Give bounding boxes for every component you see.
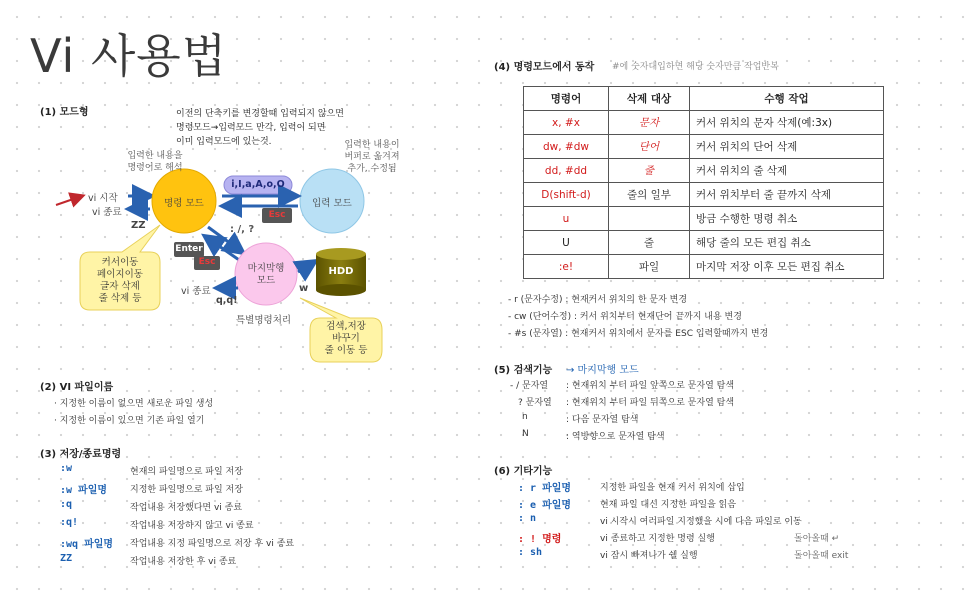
section4-heading-note: #에 숫자대입하면 해당 숫자만큼 작업반복 <box>612 62 779 72</box>
qq-label: q,q! <box>216 295 238 306</box>
table-row <box>524 183 884 207</box>
search-key: / 문자열 <box>516 381 549 391</box>
table-header-cell: 명령어 <box>524 87 609 111</box>
edit-note: - cw (단어수정) : 커서 위치부터 현재단어 끝까지 내용 변경 <box>508 312 742 322</box>
command-caption <box>111 150 199 174</box>
edit-note-key: cw (단어수정) <box>514 312 572 322</box>
bubble-right-line: 바꾸기 <box>332 333 360 344</box>
table-cell-target <box>609 207 690 231</box>
search-row <box>518 395 552 408</box>
misc-desc: 지정한 파일을 현재 커서 위치에 삽입 <box>600 483 745 493</box>
edit-note-desc: 현재커서 위치에서 문자를 ESC 입력할때까지 변경 <box>571 329 769 339</box>
enter-label: Enter <box>175 244 203 254</box>
esc-label-1: Esc <box>268 210 286 220</box>
table-cell-cmd: :e! <box>524 255 609 279</box>
search-desc: : 역방향으로 문자열 탐색 <box>566 432 665 442</box>
misc-key: : e 파일명 <box>518 500 572 511</box>
mode-note-line: 이전의 단축키를 변경할때 입력되지 않으면 <box>176 109 344 119</box>
search-desc-text: 다음 문자열 탐색 <box>571 415 639 425</box>
special-label: 특별명령처리 <box>236 315 292 326</box>
misc-key: : ! 명령 <box>518 534 562 545</box>
section6-heading: (6) 기타기능 <box>494 466 553 477</box>
table-cell-cmd: x, #x <box>524 111 609 135</box>
command-mode-label: 명령 모드 <box>164 198 204 209</box>
lastline-mode-label <box>236 263 296 287</box>
table-cell-cmd: u <box>524 207 609 231</box>
esc-label-2: Esc <box>198 257 216 267</box>
insert-keys-label: i,I,a,A,o,O <box>231 179 285 190</box>
bubble-left-line: 페이지이동 <box>97 269 143 280</box>
search-row: - / 문자열 <box>510 381 549 391</box>
search-desc-text: 현재위치 부터 파일 뒤쪽으로 문자열 탐색 <box>571 398 735 408</box>
page-title: Vi 사용법 <box>30 29 228 83</box>
vi-end-label: vi 종료 <box>92 207 122 218</box>
mode-note-line: 이미 입력모드에 있는것. <box>176 137 272 147</box>
table-cell-action: 커서 위치부터 줄 끝까지 삭제 <box>690 183 884 207</box>
misc-key: : sh <box>518 547 543 558</box>
save-desc: 작업내용 저장한 후 vi 종료 <box>130 557 237 567</box>
table-cell-target: 문자 <box>609 111 690 135</box>
section2-item: · 지정한 이름이 없으면 새로운 파일 생성 <box>54 399 214 409</box>
save-cmd: ZZ <box>60 553 73 564</box>
table-cell-action: 커서 위치의 단어 삭제 <box>690 135 884 159</box>
table-cell-action: 마지막 저장 이후 모든 편집 취소 <box>690 255 884 279</box>
save-cmd: :q <box>60 499 73 510</box>
table-cell-cmd: dw, #dw <box>524 135 609 159</box>
misc-desc: vi 잠시 빠져나가 쉘 실행 <box>600 551 698 561</box>
save-desc: 작업내용 지정 파일명으로 저장 후 vi 종료 <box>130 539 295 549</box>
insert-mode-label: 입력 모드 <box>312 198 352 209</box>
command-table <box>523 86 884 279</box>
start-arrow <box>56 196 82 205</box>
section5-arrow-label: → 마지막행 모드 <box>566 365 639 376</box>
w-label: w <box>299 283 309 294</box>
section2-item-text: 지정한 이름이 없으면 새로운 파일 생성 <box>59 399 214 409</box>
bubble-left-text <box>80 257 160 305</box>
bubble-right-line: 줄 이동 등 <box>324 345 368 356</box>
edit-note: - #s (문자열) : 현재커서 위치에서 문자를 ESC 입력할때까지 변경 <box>508 329 769 339</box>
table-row <box>524 159 884 183</box>
table-cell-target: 줄의 일부 <box>609 183 690 207</box>
table-cell-target: 파일 <box>609 255 690 279</box>
table-header-row <box>524 87 884 111</box>
table-row <box>524 255 884 279</box>
search-desc: : 다음 문자열 탐색 <box>566 415 639 425</box>
search-row <box>522 412 528 422</box>
table-cell-cmd: U <box>524 231 609 255</box>
command-caption-line: 명령어로 해석 <box>127 163 183 173</box>
save-desc: 작업내용 저장하지 않고 vi 종료 <box>130 521 254 531</box>
colon-keys-label: : /, ? <box>230 224 255 235</box>
table-header-cell: 삭제 대상 <box>609 87 690 111</box>
section2-heading: (2) VI 파일이름 <box>40 382 114 393</box>
misc-desc: vi 시작시 여러파일 지정했을 시에 다음 파일로 이동 <box>600 517 802 527</box>
save-cmd: :w <box>60 463 73 474</box>
save-cmd: :w 파일명 <box>60 485 108 496</box>
insert-caption-line: 입력한 내용이 <box>344 140 400 150</box>
lastline-mode-line: 모드 <box>256 275 276 286</box>
section3-heading: (3) 저장/종료명령 <box>40 449 122 460</box>
vi-start-label: vi 시작 <box>88 193 118 204</box>
table-cell-action: 커서 위치의 문자 삭제(예:3x) <box>690 111 884 135</box>
bubble-left-line: 글자 삭제 <box>100 281 140 292</box>
table-row <box>524 135 884 159</box>
misc-extra: 돌아올때 ↵ <box>794 534 840 544</box>
hdd-label: HDD <box>328 266 354 277</box>
search-key: n <box>522 412 528 422</box>
section1-heading: (1) 모드형 <box>40 107 89 118</box>
table-row <box>524 111 884 135</box>
search-desc: : 현재위치 부터 파일 앞쪽으로 문자열 탐색 <box>566 381 735 391</box>
search-desc: : 현재위치 부터 파일 뒤쪽으로 문자열 탐색 <box>566 398 735 408</box>
edit-note-desc: 현재커서 위치의 한 문자 변경 <box>571 295 688 305</box>
save-cmd: :q! <box>60 517 79 528</box>
misc-key: : r 파일명 <box>518 483 572 494</box>
table-cell-target: 단어 <box>609 135 690 159</box>
table-cell-action: 해당 줄의 모든 편집 취소 <box>690 231 884 255</box>
search-desc-text: 현재위치 부터 파일 앞쪽으로 문자열 탐색 <box>571 381 735 391</box>
section2-item: · 지정한 이름이 있으면 기존 파일 열기 <box>54 416 205 426</box>
save-desc: 현재의 파일명으로 파일 저장 <box>130 467 243 477</box>
search-key: ? 문자열 <box>518 398 552 408</box>
save-desc: 작업내용 저장했다면 vi 종료 <box>130 503 243 513</box>
zz-label: ZZ <box>131 220 146 231</box>
table-cell-action: 커서 위치의 줄 삭제 <box>690 159 884 183</box>
section5-heading: (5) 검색기능 <box>494 365 553 376</box>
table-cell-target: 줄 <box>609 159 690 183</box>
save-desc: 지정한 파일명으로 파일 저장 <box>130 485 243 495</box>
section2-item-text: 지정한 이름이 있으면 기존 파일 열기 <box>59 416 205 426</box>
edit-note-key: r (문자수정) <box>514 295 563 305</box>
bubble-left-line: 커서이동 <box>101 257 139 268</box>
search-row <box>522 429 529 439</box>
insert-caption-line: 추가, 수정됨 <box>347 164 397 174</box>
section4-heading: (4) 명령모드에서 동작 <box>494 62 595 73</box>
edit-note-desc: 커서 위치부터 현재단어 끝까지 내용 변경 <box>579 312 742 322</box>
search-desc-text: 역방향으로 문자열 탐색 <box>571 432 665 442</box>
misc-key: : n <box>518 513 537 524</box>
table-cell-action: 방금 수행한 명령 취소 <box>690 207 884 231</box>
table-cell-cmd: dd, #dd <box>524 159 609 183</box>
vi-end2-label: vi 종료 <box>181 286 211 297</box>
bubble-right-text <box>310 321 382 357</box>
search-key: N <box>522 429 529 439</box>
table-cell-target: 줄 <box>609 231 690 255</box>
lastline-mode-line: 마지막행 <box>247 263 285 274</box>
table-row <box>524 231 884 255</box>
insert-caption-line: 버퍼로 옮겨져 <box>344 152 400 162</box>
mode-note-line: 명령모드→입력모드 만각, 입력이 되면 <box>176 123 326 133</box>
insert-caption <box>330 139 414 175</box>
edit-note-key: #s (문자열) <box>514 329 563 339</box>
bubble-right-line: 검색,저장 <box>326 321 366 332</box>
save-cmd: :wq 파일명 <box>60 539 114 550</box>
table-header-cell: 수행 작업 <box>690 87 884 111</box>
table-row <box>524 207 884 231</box>
misc-extra: 돌아올때 exit <box>794 551 849 561</box>
edit-note: - r (문자수정) : 현재커서 위치의 한 문자 변경 <box>508 295 688 305</box>
bubble-left-line: 줄 삭제 등 <box>98 293 142 304</box>
misc-desc: 현재 파일 대신 지정한 파일을 읽음 <box>600 500 737 510</box>
command-caption-line: 입력한 내용을 <box>127 151 183 161</box>
misc-desc: vi 종료하고 지정한 명령 실행 <box>600 534 715 544</box>
table-cell-cmd: D(shift-d) <box>524 183 609 207</box>
